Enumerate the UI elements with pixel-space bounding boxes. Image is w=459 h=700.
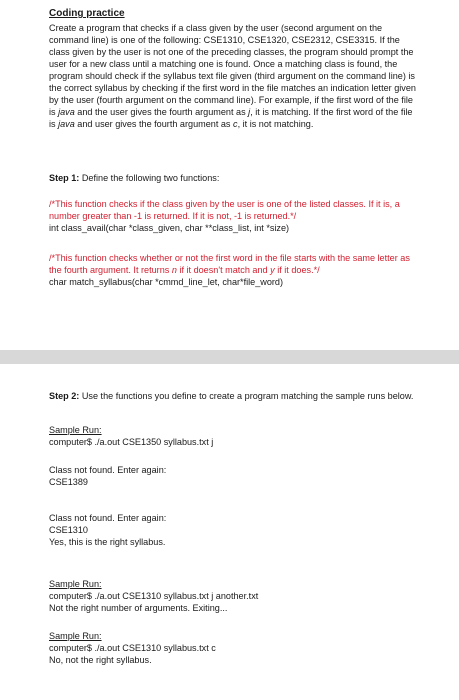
step2-label: Step 2: bbox=[49, 391, 80, 401]
function2-signature: char match_syllabus(char *cmmd_line_let, char*file_word) bbox=[49, 277, 284, 287]
sample-run-1-command: computer$ ./a.out CSE1350 syllabus.txt j bbox=[49, 437, 214, 447]
sample-run-1-input-2: CSE1310 bbox=[49, 525, 88, 535]
sample-run-1-output-2: Class not found. Enter again: bbox=[49, 513, 167, 523]
step2-heading bbox=[49, 390, 421, 402]
page-separator bbox=[0, 350, 459, 364]
sample-run-2-output: Not the right number of arguments. Exiting... bbox=[49, 603, 228, 613]
sample-run-2-heading: Sample Run: bbox=[49, 579, 102, 589]
section-title: Coding practice bbox=[49, 8, 125, 19]
intro-paragraph bbox=[49, 22, 421, 130]
step1-text: Define the following two functions: bbox=[79, 173, 220, 183]
comment2-text-b: if it doesn't match and bbox=[176, 265, 271, 275]
sample-run-1-output-3: Yes, this is the right syllabus. bbox=[49, 537, 166, 547]
sample-run-1-input-1: CSE1389 bbox=[49, 477, 88, 487]
intro-text-3: , it is matching. If the first word of the file is bbox=[49, 107, 413, 129]
intro-c: c bbox=[233, 119, 238, 129]
intro-text-5: , it is not matching. bbox=[237, 119, 314, 129]
intro-text-4: and user gives the fourth argument as bbox=[74, 119, 234, 129]
sample-run-3-output: No, not the right syllabus. bbox=[49, 655, 152, 665]
comment2-text-c: if it does.*/ bbox=[274, 265, 320, 275]
sample-run-3-heading: Sample Run: bbox=[49, 631, 102, 641]
step2-text: Use the functions you define to create a program matching the sample runs below. bbox=[79, 391, 414, 401]
intro-text-2: and the user gives the fourth argument as bbox=[74, 107, 249, 117]
comment2-text-a: /*This function checks whether or not the first word in the file starts with the same letter as the fourth argument. It returns bbox=[49, 253, 410, 275]
function1-signature: int class_avail(char *class_given, char **class_list, int *size) bbox=[49, 223, 290, 233]
intro-text-1: Create a program that checks if a class given by the user (second argument on the command line) is one of the following: CSE1310, CSE1320, CSE2312, CSE3315. If the class given by the user is not one of the preceding classes, the program should prompt the user for a new class until a matching one is found. Once a matching class is found, the program should check if the syllabus text file given (third argument on the command line) is the correct syllabus by checking if the first word in the file matches an indication letter given by the user (fourth argument on the command line). For example, if the first word of the file is bbox=[49, 23, 416, 117]
sample-run-2-command: computer$ ./a.out CSE1310 syllabus.txt j another.txt bbox=[49, 591, 259, 601]
function2-comment bbox=[49, 252, 421, 276]
step1-heading bbox=[49, 172, 421, 184]
function1-comment: /*This function checks if the class given by the user is one of the listed classes. If it is, a number greater than -1 is returned. If it is not, -1 is returned.*/ bbox=[49, 199, 400, 221]
sample-run-1-output-1: Class not found. Enter again: bbox=[49, 465, 167, 475]
comment2-n: n bbox=[171, 265, 177, 275]
comment2-y: y bbox=[270, 265, 275, 275]
intro-java-2: java bbox=[58, 119, 75, 129]
sample-run-1-heading: Sample Run: bbox=[49, 425, 102, 435]
sample-runs-section bbox=[0, 364, 459, 700]
intro-java-1: java bbox=[58, 107, 75, 117]
intro-j: j bbox=[248, 107, 251, 117]
sample-run-3-command: computer$ ./a.out CSE1310 syllabus.txt c bbox=[49, 643, 216, 653]
step1-label: Step 1: bbox=[49, 173, 80, 183]
